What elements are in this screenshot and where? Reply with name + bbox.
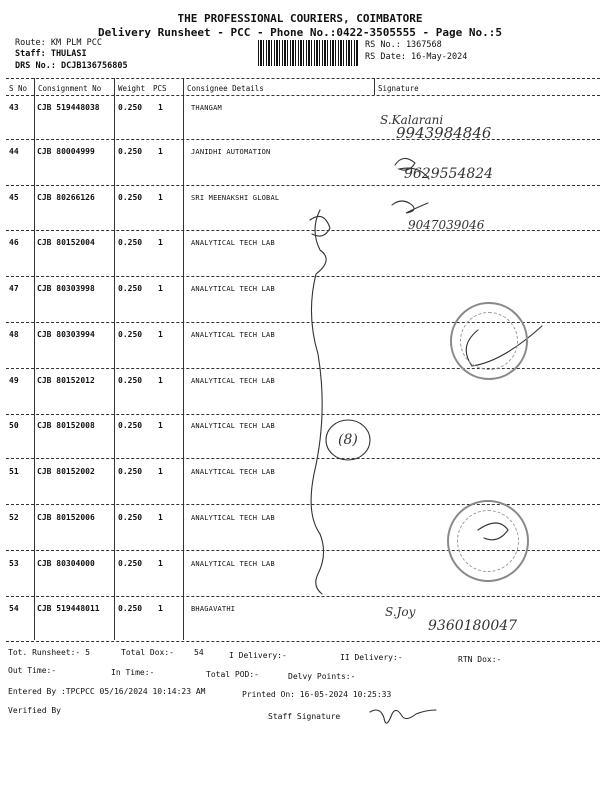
- row-pcs: 1: [158, 238, 163, 247]
- col-header-signature: Signature: [378, 84, 419, 93]
- total-dox-value: 54: [194, 648, 204, 657]
- handwritten-phone-row54: 9360180047: [428, 618, 518, 634]
- handwritten-name-row54: S.Joy: [385, 605, 416, 619]
- row-pcs: 1: [158, 147, 163, 156]
- verified-by-label: Verified By: [8, 706, 61, 715]
- col-header-sno: S No: [9, 84, 28, 93]
- signature-scribble-row44: [395, 158, 429, 179]
- row-consignment-no: CJB 80303994: [37, 330, 95, 339]
- handwritten-phone-row45: 9047039046: [408, 218, 485, 232]
- row-sno: 47: [9, 284, 19, 293]
- total-pod-label: Total POD:-: [206, 670, 259, 679]
- row-pcs: 1: [158, 604, 163, 613]
- row-weight: 0.250: [118, 103, 143, 112]
- staff-signature-label: Staff Signature: [268, 712, 341, 721]
- in-time-label: In Time:-: [111, 668, 155, 677]
- row-sno: 48: [9, 330, 19, 339]
- stroke-arrow: [310, 216, 330, 236]
- row-sno: 43: [9, 103, 19, 112]
- handwritten-circle-mark: (8): [338, 432, 358, 448]
- row-consignment-no: CJB 80152004: [37, 238, 95, 247]
- row-consignee: SRI MEENAKSHI GLOBAL: [191, 194, 280, 202]
- row-sno: 50: [9, 421, 19, 430]
- row-weight: 0.250: [118, 330, 143, 339]
- rs-number: RS No.: 1367568: [365, 40, 442, 50]
- row-weight: 0.250: [118, 238, 143, 247]
- row-weight: 0.250: [118, 376, 143, 385]
- row-consignee: ANALYTICAL TECH LAB: [191, 285, 275, 293]
- row-sno: 46: [9, 238, 19, 247]
- row-pcs: 1: [158, 376, 163, 385]
- i-delivery-label: I Delivery:-: [229, 651, 287, 660]
- delvy-points-label: Delvy Points:-: [288, 672, 356, 681]
- row-consignee: ANALYTICAL TECH LAB: [191, 422, 275, 430]
- drs-number: DRS No.: DCJB136756805: [15, 61, 128, 71]
- row-consignment-no: CJB 80152008: [37, 421, 95, 430]
- row-consignment-no: CJB 80266126: [37, 193, 95, 202]
- row-consignment-no: CJB 80152012: [37, 376, 95, 385]
- rs-date: RS Date: 16-May-2024: [365, 52, 468, 62]
- total-runsheet: Tot. Runsheet:- 5: [8, 648, 90, 657]
- row-weight: 0.250: [118, 147, 143, 156]
- row-weight: 0.250: [118, 467, 143, 476]
- circle-mark-ellipse: [326, 420, 370, 460]
- company-title: THE PROFESSIONAL COURIERS, COIMBATORE: [177, 12, 423, 25]
- long-vertical-stroke: [311, 210, 326, 594]
- row-consignment-no: CJB 80152002: [37, 467, 95, 476]
- row-sno: 44: [9, 147, 19, 156]
- out-time-label: Out Time:-: [8, 666, 57, 675]
- col-header-consignment: Consignment No: [38, 84, 102, 93]
- row-consignee: ANALYTICAL TECH LAB: [191, 514, 275, 522]
- row-weight: 0.250: [118, 604, 143, 613]
- staff-signature-stroke: [370, 710, 436, 723]
- handwritten-name-row43: S.Kalarani: [380, 113, 444, 127]
- row-pcs: 1: [158, 193, 163, 202]
- row-weight: 0.250: [118, 193, 143, 202]
- entered-by: Entered By :TPCPCC 05/16/2024 10:14:23 AM: [8, 687, 206, 696]
- staff-label: Staff: THULASI: [15, 49, 87, 59]
- row-consignee: BHAGAVATHI: [191, 605, 236, 613]
- handwritten-phone-row43: 9943984846: [396, 124, 492, 142]
- row-pcs: 1: [158, 467, 163, 476]
- ii-delivery-label: II Delivery:-: [340, 653, 403, 662]
- row-pcs: 1: [158, 513, 163, 522]
- row-weight: 0.250: [118, 284, 143, 293]
- row-weight: 0.250: [118, 559, 143, 568]
- row-consignee: ANALYTICAL TECH LAB: [191, 331, 275, 339]
- row-weight: 0.250: [118, 513, 143, 522]
- row-consignment-no: CJB 80152006: [37, 513, 95, 522]
- handwritten-phone-row44: 9629554824: [404, 166, 494, 182]
- route-label: Route: KM PLM PCC: [15, 38, 102, 48]
- row-consignee: ANALYTICAL TECH LAB: [191, 239, 275, 247]
- printed-on: Printed On: 16-05-2024 10:25:33: [242, 690, 392, 699]
- row-sno: 49: [9, 376, 19, 385]
- row-consignment-no: CJB 519448011: [37, 604, 100, 613]
- row-consignee: ANALYTICAL TECH LAB: [191, 560, 275, 568]
- row-consignee: JANIDHI AUTOMATION: [191, 148, 271, 156]
- row-consignment-no: CJB 80004999: [37, 147, 95, 156]
- row-pcs: 1: [158, 330, 163, 339]
- col-header-pcs: PCS: [153, 84, 167, 93]
- row-pcs: 1: [158, 103, 163, 112]
- row-sno: 51: [9, 467, 19, 476]
- row-pcs: 1: [158, 421, 163, 430]
- row-pcs: 1: [158, 284, 163, 293]
- row-consignment-no: CJB 80304000: [37, 559, 95, 568]
- row-consignee: ANALYTICAL TECH LAB: [191, 377, 275, 385]
- row-consignment-no: CJB 80303998: [37, 284, 95, 293]
- rtn-dox-label: RTN Dox:-: [458, 655, 502, 664]
- col-header-consignee: Consignee Details: [187, 84, 264, 93]
- col-header-weight: Weight: [118, 84, 146, 93]
- total-dox-label: Total Dox:-: [121, 648, 174, 657]
- row-sno: 52: [9, 513, 19, 522]
- row-consignee: ANALYTICAL TECH LAB: [191, 468, 275, 476]
- row-consignment-no: CJB 519448038: [37, 103, 100, 112]
- row-consignee: THANGAM: [191, 104, 222, 112]
- row-sno: 45: [9, 193, 19, 202]
- row-weight: 0.250: [118, 421, 143, 430]
- row-sno: 53: [9, 559, 19, 568]
- signature-scribble-row45: [392, 201, 428, 213]
- row-pcs: 1: [158, 559, 163, 568]
- company-seal-stamp: [450, 302, 528, 380]
- row-sno: 54: [9, 604, 19, 613]
- runsheet-subtitle: Delivery Runsheet - PCC - Phone No.:0422-3505555 - Page No.:5: [98, 26, 502, 39]
- company-seal-stamp: [447, 500, 529, 582]
